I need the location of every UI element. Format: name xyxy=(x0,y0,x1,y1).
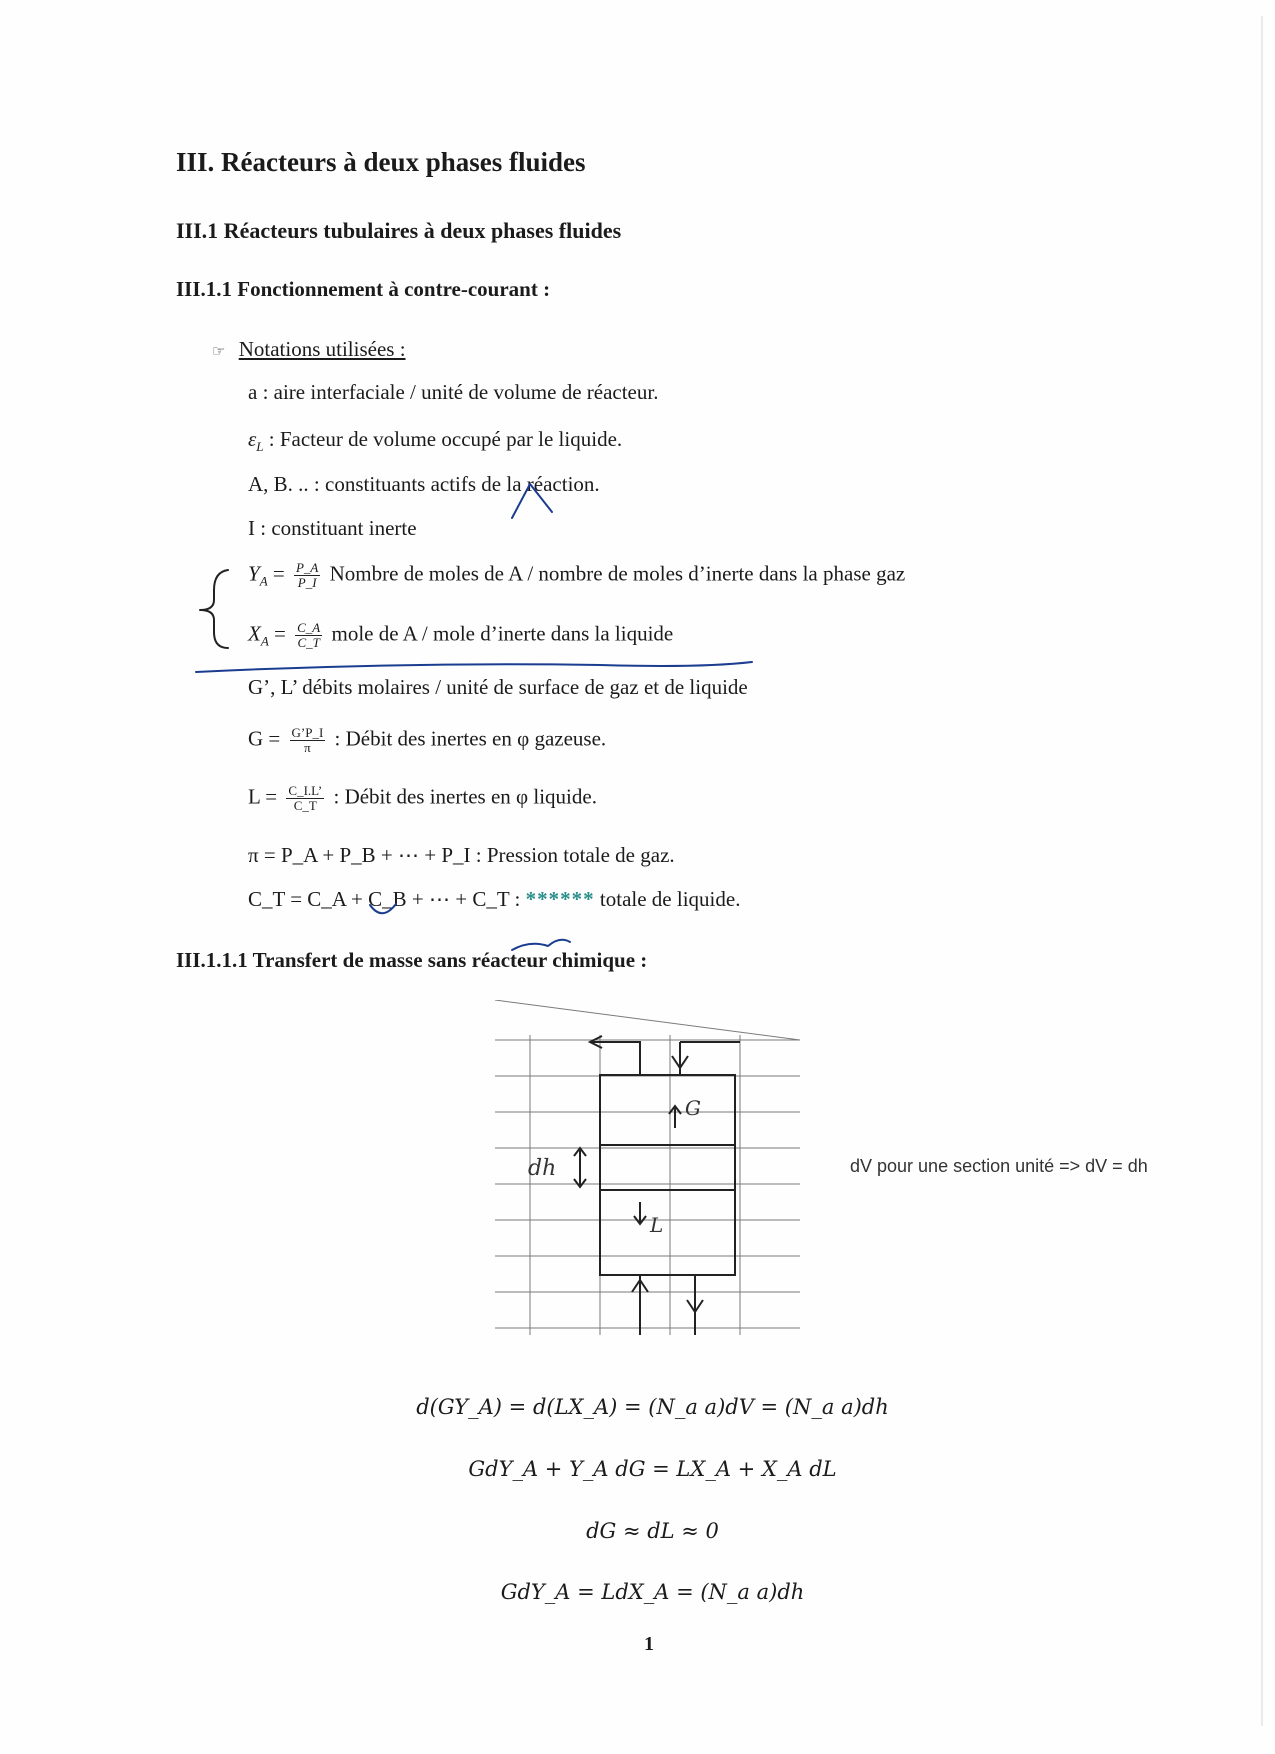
ink-correction xyxy=(512,940,570,950)
equation-3: dG ≈ dL ≈ 0 xyxy=(586,1519,719,1543)
equation-2: GdY_A + Y_A dG = LX_A + X_A dL xyxy=(468,1457,837,1481)
brace-mark xyxy=(200,570,228,648)
notation-g: G = $\frac{G’P\_I}{\pi}$ : Débit des inertes en φ gazeuse. xyxy=(248,725,607,755)
notation-a: a : aire interfaciale / unité de volume de réacteur. xyxy=(248,380,659,404)
ink-underline xyxy=(196,662,752,672)
ink-cb-mark xyxy=(370,904,396,913)
xa-lhs: X xyxy=(248,621,261,646)
notation-i: I : constituant inerte xyxy=(248,516,417,540)
reactor-box xyxy=(600,1075,735,1275)
g-arrow xyxy=(669,1106,681,1128)
eps-text: : Facteur de volume occupé par le liquide. xyxy=(263,427,623,451)
xa-fraction: $\frac{C\_A}{C\_T}$ xyxy=(297,620,321,650)
heading-1: III. Réacteurs à deux phases fluides xyxy=(176,147,586,177)
notation-pi: π = P_A + P_B + ⋯ + P_I : Pression totale de gaz. xyxy=(248,843,675,867)
notation-xa: $X_A$ = $\frac{C\_A}{C\_T}$ mole de A / mole d’inerte dans la liquide xyxy=(248,620,674,650)
gas-out-line xyxy=(590,1042,640,1075)
pointing-hand-icon: ☞ xyxy=(212,344,226,360)
dh-label: dh xyxy=(528,1156,557,1181)
notation-l: L = $\frac{C\_I.L’}{C\_T}$ : Débit des inertes en φ liquide. xyxy=(248,783,597,813)
l-arrow xyxy=(634,1202,646,1224)
ya-text: Nombre de moles de A / nombre de moles d’inerte dans la phase gaz xyxy=(329,561,906,586)
notation-ab: A, B. .. : constituants actifs de la réaction. xyxy=(248,472,600,496)
xa-sub: A xyxy=(260,633,269,649)
liquid-in-line xyxy=(680,1042,740,1075)
g-label: G xyxy=(685,1096,701,1120)
eps-symbol: ε xyxy=(248,427,257,451)
notation-ct: C_T = C_A + C_B + ⋯ + C_T : ****** totale de liquide. xyxy=(248,887,741,911)
ya-fraction: $\frac{P\_A}{P\_I}$ xyxy=(295,560,319,590)
ct-stars: ****** xyxy=(525,887,595,911)
heading-2: III.1 Réacteurs tubulaires à deux phases fluides xyxy=(176,218,622,243)
notation-ya: $Y_A$ = $\frac{P\_A}{P\_I}$ Nombre de moles de A / nombre de moles d’inerte dans la phase gaz xyxy=(248,560,906,590)
reactor-sketch xyxy=(490,1000,810,1345)
eps-sub: L xyxy=(256,439,264,455)
heading-4: III.1.1.1 Transfert de masse sans réacteur chimique : xyxy=(176,948,648,972)
g-fraction: $\frac{G’P\_I}{\pi}$ xyxy=(291,725,324,755)
sketch-strokes xyxy=(574,1036,740,1335)
ya-sub: A xyxy=(259,573,268,589)
ya-lhs: Y xyxy=(248,561,260,586)
notation-gl: G’, L’ débits molaires / unité de surface de gaz et de liquide xyxy=(248,675,748,699)
l-label: L xyxy=(650,1213,664,1237)
figure-side-note: dV pour une section unité => dV = dh xyxy=(850,1156,1148,1176)
equation-1: d(GY_A) = d(LX_A) = (N_a a)dV = (N_a a)dh xyxy=(416,1395,889,1419)
page-number: 1 xyxy=(644,1633,654,1655)
xa-text: mole de A / mole d’inerte dans la liquide xyxy=(331,621,674,646)
equation-4: GdY_A = LdX_A = (N_a a)dh xyxy=(500,1580,805,1604)
l-fraction: $\frac{C\_I.L’}{C\_T}$ xyxy=(288,783,323,813)
ink-caret xyxy=(512,484,552,518)
notations-title: Notations utilisées : xyxy=(238,337,406,361)
heading-3: III.1.1 Fonctionnement à contre-courant : xyxy=(176,277,551,301)
